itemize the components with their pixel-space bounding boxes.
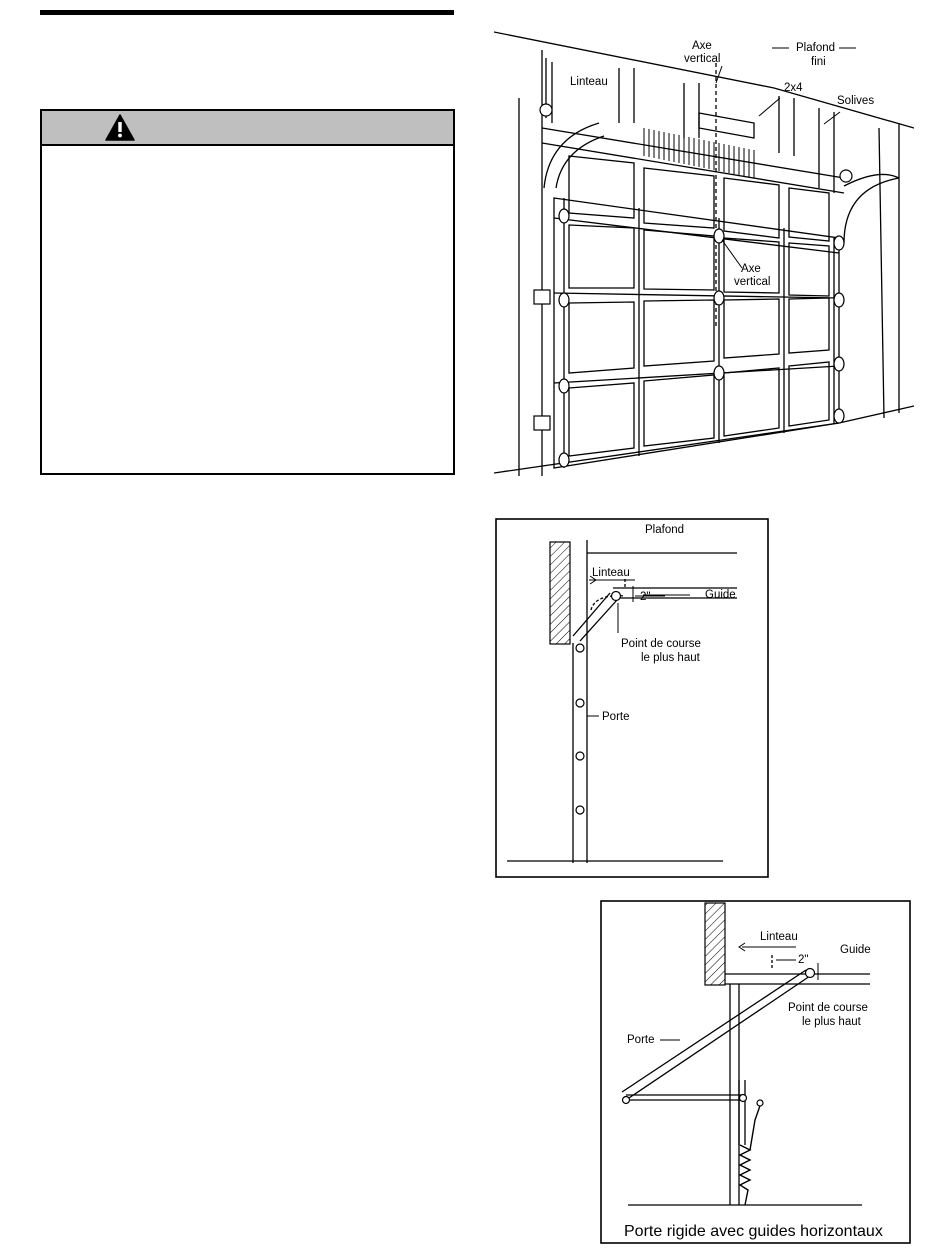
sectional-door-side-figure xyxy=(495,518,770,880)
axe-vertical-mid-label-2: vertical xyxy=(734,276,771,288)
axe-vertical-top-label-1: Axe xyxy=(692,40,712,52)
two-inch-label: 2" xyxy=(640,591,651,603)
porte-label: Porte xyxy=(627,1034,655,1046)
point-course-label-1: Point de course xyxy=(788,1002,868,1014)
point-course-label-1: Point de course xyxy=(621,638,701,650)
axe-vertical-mid-label-1: Axe xyxy=(741,263,761,275)
point-course-label-2: le plus haut xyxy=(802,1016,861,1028)
two-by-four-label: 2x4 xyxy=(784,82,803,94)
plafond-fini-label-2: fini xyxy=(811,56,826,68)
plafond-label: Plafond xyxy=(645,524,685,536)
figure-caption: Porte rigide avec guides horizontaux xyxy=(624,1223,883,1240)
linteau-label: Linteau xyxy=(570,76,608,88)
porte-label: Porte xyxy=(602,711,630,723)
garage-door-figure xyxy=(494,28,914,478)
warning-body xyxy=(42,146,453,471)
warning-triangle-icon xyxy=(105,114,135,141)
axe-vertical-top-label-2: vertical xyxy=(684,53,721,65)
guide-label: Guide xyxy=(705,589,736,601)
solives-label: Solives xyxy=(837,95,875,107)
warning-header xyxy=(42,111,453,146)
linteau-label: Linteau xyxy=(760,931,798,943)
one-piece-door-figure xyxy=(600,900,912,1246)
section-top-rule xyxy=(40,10,454,15)
plafond-fini-label-1: Plafond xyxy=(796,42,836,54)
linteau-label: Linteau xyxy=(592,567,630,579)
point-course-label-2: le plus haut xyxy=(641,652,700,664)
warning-box xyxy=(40,109,455,475)
two-inch-label: 2" xyxy=(798,954,809,966)
guide-label: Guide xyxy=(840,944,871,956)
